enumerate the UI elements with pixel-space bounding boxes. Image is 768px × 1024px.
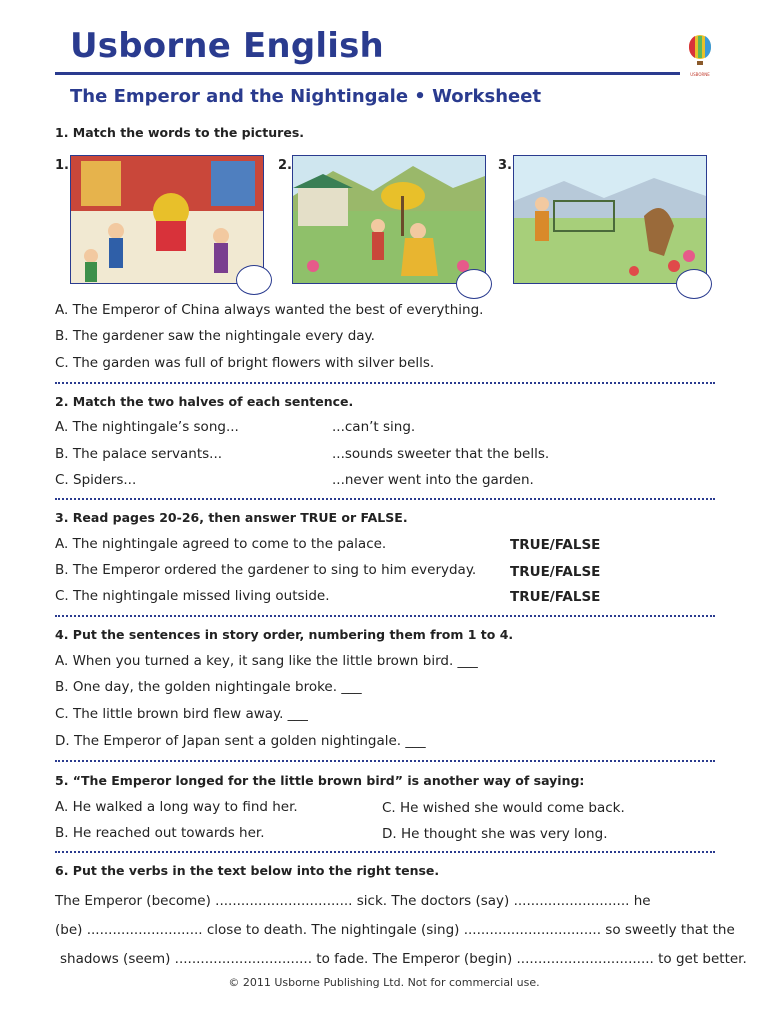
q3-answer-b[interactable]: TRUE/FALSE [510, 564, 601, 580]
q2-left-a: A. The nightingale’s song... [55, 419, 239, 435]
q4-sentence-a: A. When you turned a key, it sang like the little brown bird. ___ [55, 653, 478, 669]
section-divider [55, 760, 715, 762]
q4-sentence-d: D. The Emperor of Japan sent a golden nightingale. ___ [55, 733, 426, 749]
picture-number-3: 3. [498, 158, 512, 173]
header-rule [55, 72, 680, 75]
q1-heading: 1. Match the words to the pictures. [55, 125, 305, 140]
q2-right-b: ...sounds sweeter that the bells. [332, 446, 550, 462]
q2-left-c: C. Spiders... [55, 472, 137, 488]
q1-sentence-a: A. The Emperor of China always wanted the best of everything. [55, 302, 484, 318]
section-divider [55, 851, 715, 853]
q5-option-a[interactable]: A. He walked a long way to find her. [55, 799, 298, 815]
copyright-footer: © 2011 Usborne Publishing Ltd. Not for commercial use. [228, 976, 540, 989]
q6-line-2: (be) ........................... close to death. The nightingale (sing) ................................ so sweetly that the [55, 922, 735, 938]
worksheet-subtitle: The Emperor and the Nightingale • Worksheet [70, 86, 542, 107]
q3-statement-c: C. The nightingale missed living outside. [55, 588, 330, 604]
picture-number-1: 1. [55, 158, 69, 173]
q4-heading: 4. Put the sentences in story order, numbering them from 1 to 4. [55, 627, 514, 642]
q1-sentence-c: C. The garden was full of bright flowers with silver bells. [55, 355, 435, 371]
section-divider [55, 615, 715, 617]
q5-option-b[interactable]: B. He reached out towards her. [55, 825, 265, 841]
q5-heading: 5. “The Emperor longed for the little brown bird” is another way of saying: [55, 773, 585, 788]
q2-right-a: ...can’t sing. [332, 419, 416, 435]
picture-number-2: 2. [278, 158, 292, 173]
q5-option-d[interactable]: D. He thought she was very long. [382, 826, 608, 842]
answer-circle-3[interactable] [676, 269, 712, 299]
q6-line-3: shadows (seem) ................................ to fade. The Emperor (begin) ................................ to get better. [60, 951, 747, 967]
q3-answer-c[interactable]: TRUE/FALSE [510, 589, 601, 605]
answer-circle-1[interactable] [236, 265, 272, 295]
q3-statement-b: B. The Emperor ordered the gardener to sing to him everyday. [55, 562, 477, 578]
picture-flower-garden [513, 155, 707, 284]
section-divider [55, 382, 715, 384]
q6-line-1: The Emperor (become) ................................ sick. The doctors (say) ........................... he [55, 893, 651, 909]
q5-option-c[interactable]: C. He wished she would come back. [382, 800, 625, 816]
answer-circle-2[interactable] [456, 269, 492, 299]
brand-title: Usborne English [70, 26, 384, 66]
q4-sentence-b: B. One day, the golden nightingale broke. ___ [55, 679, 362, 695]
hot-air-balloon-icon [686, 34, 714, 77]
q3-statement-a: A. The nightingale agreed to come to the palace. [55, 536, 387, 552]
q4-sentence-c: C. The little brown bird flew away. ___ [55, 706, 308, 722]
q1-sentence-b: B. The gardener saw the nightingale every day. [55, 328, 375, 344]
q3-heading: 3. Read pages 20-26, then answer TRUE or FALSE. [55, 510, 408, 525]
section-divider [55, 498, 715, 500]
logo-text: USBORNE [690, 72, 710, 77]
q2-right-c: ...never went into the garden. [332, 472, 534, 488]
picture-palace-court [70, 155, 264, 284]
q2-left-b: B. The palace servants... [55, 446, 223, 462]
q2-heading: 2. Match the two halves of each sentence. [55, 394, 354, 409]
q6-heading: 6. Put the verbs in the text below into the right tense. [55, 863, 440, 878]
picture-gardener-garden [292, 155, 486, 284]
q3-answer-a[interactable]: TRUE/FALSE [510, 537, 601, 553]
